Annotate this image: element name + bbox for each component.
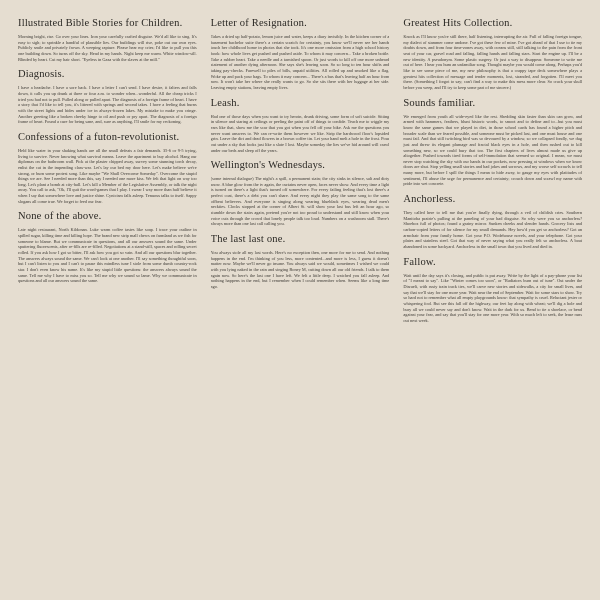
song-title: Greatest Hits Collection.	[403, 18, 513, 29]
song-lyrics: Takes a dried up half-potato, lemon juice and water, keeps a diary invisibly. In the kitchen corner of a basement bachelor suite there's a certain scratch for certainty, you know we'll never see her hands touch her childhood home in photos that she took. It's one more omission from a high school history book: how whole lives get pushed and pushed aside. To whom it may concern... Take a broken bottle. Take a rubber heart. Take a needle and a tarnished spoon. Or just words to kill off one more unheard statement of another dying afternoon. She says she's leaving soon. So so long to ten hour shifts and taking pay-checks. Farewell to piles of bills, unpaid utilities. All rolled up and smoked like a flag. Woke up and pack your bags. To whom it may concern... There's a bus that's leaving half an hour from now. It won't take her where she really wants to go. So she sits there with her luggage at her side. Leaving empty stations, leaving empty lives.	[210, 34, 390, 90]
song-title: Wellington's Wednesdays.	[210, 160, 326, 172]
song-title: Illustrated Bible Stories for Children.	[18, 18, 183, 29]
song-the-last-last-one	[211, 234, 390, 290]
song-lyrics: Late night restaurant, North Kildonan. Luke warm coffee tastes like soap. I trace your outline in spilled sugar, killing time and killing hope. The brand new strip mall chews on farmland as we fish for someone to blame. But we communicate in questions, and all our answers sound the same. Under sputtering fluorescents, after re-fills are re-filled. Negotiations at a stand-still, spaces and rolling secret rolled. If you ask how I got so bitter, I'll ask how you got so vain. And all our questions blur together. The answers always sound the same. We can't look at one another. I'll say something thoughtful soon, but I can't listen to you and I can't to pause this mindless tune I stole from some dumb country-rock star. I don't even know his name. It's like my stupid little questions: the answers always sound the same. Tell me why I have to miss you so. Tell me why we sound so lame. Why we communicate in questions and all our answers sound the same.	[18, 227, 197, 284]
song-diagnosis	[18, 69, 197, 125]
song-fallow	[403, 257, 582, 324]
song-anchorless	[403, 194, 582, 250]
song-title: Letter of Resignation.	[210, 18, 307, 29]
song-title: None of the above.	[18, 211, 102, 223]
song-lyrics: They called here to tell me that you're finally dying, through a veil of childish cries. Southern Manitoba prairie's pulling at the paneling of your bad disguise. So why were you so anchorless? Shoebox full of photos; found a grainy mirror. Sunken cheeks and slender hands. Grocery lists and carbon-copied letters of for silence for my small demands. Hey how'd you get so anchorless? Got an armchair from your family home. Got your P.O. Wodehouse novels, and your telephone. Got your plates and stainless steel. Got that way of never saying what you really felt so anchorless. A boat abandoned in some backyard. Anchorless in the small town that you lived and died in.	[403, 210, 583, 250]
song-none-of-the-above	[18, 211, 197, 284]
song-title: Diagnosis.	[18, 69, 65, 81]
column-middle	[211, 18, 390, 600]
song-lyrics: You always stole all my last words. Here's no exception then, one more for me to send. And nothing happens in the end. I'm thinking of you less, more contented...and more is less, I guess it doesn't matter now. Maybe we'll never go insane. You always said we would, sometimes I wished we could with you lying naked in the rain and singing Boney M, cutting down all our old friends. I talk to them again now. So here's the last one I have left. We felt a little deep. I watched you fall asleep. And nothing happens in the end, but I remember when I could remember when. Seems like a long time ago.	[210, 250, 390, 289]
column-left	[18, 18, 197, 600]
song-title: Anchorless.	[403, 194, 456, 206]
song-lyrics: Had one of those days when you want to try heroin, drunk driving, some form of soft suicide. Sitting in silence and staring at ceilings or peeling the paint off of things to confide. Teach me to wiggle my ears like that, show me the scar that you got when you fell off your bike. Ask me the questions you never want answers to. We can re-write them however we like. Strip the hardwood floor's lopsided grin. Leave the dirt and dead flowers in a brown coffee tin. Let your hand melt a hole in the frost. Pour out under a sky that looks just like a slate I lost. Maybe someday the lies we've hid around will crawl under our beds and sleep off the years.	[210, 113, 390, 153]
song-lyrics: Held like water in your shaking hands are all the small defeats a fair demands. 35-6 or 9-5 trying, living to survive. Never knowing what survival means. Leave the apartment to buy alcohol. Hang our diplomas on the bathroom wall. Pick at the plaster chipped away, survey some stunning torch decay, enlist the cat in the impending class-war. Let's lay our bed my door here. Let's make believe we're strong, or burn some protest song. Like maybe "We Shall Overcome Someday". Overcome the stupid things we are. See I needed more than this, say I needed one more kiss. We felt that light on way too long. Let's plant a bomb at city-hall. Let's kill a Member of the Legislative Assembly, or talk the night away. You call to ask, "Ok, I'll quit the word-games that I play. I swear I way more than half believe it when I say that somewhere love and justice shine. Cynicism falls asleep. Tenuous talks to itself. Sappy slogans all come true. We forget to feed our fear.	[18, 147, 197, 204]
song-title: Fallow.	[403, 256, 436, 268]
song-illustrated-bible-stories	[18, 18, 197, 62]
song-lyrics: Wait until the day says it's closing, and public is put away. Write by the light of a pay-phone your list of "I meant to say". Like "Winter comes too soon", or "Radiators burn out of tune". Out under the Disraeli, with rusty train track ties, we'll carve new stories and sidewalks, a city for small lives, and say that we'll stay for one more year. Wait near the end of September. Wait for some stars to show. Try so hard not to remember what all empty playgrounds know: that sympathy is cruel. Reluctant jester or whispering fool. But see this fall off the highway, our feet lay along with wheat; we'll dig a hole and bury all we could never say and don't know. Wait in the dark for us. Bend to tie a shoelace, or bend against your fear, and say that you'll stay for one more year. With so much left to seek, the lease runs out next week.	[403, 272, 583, 323]
column-right	[403, 18, 582, 600]
song-title: Leash.	[210, 97, 240, 109]
song-sounds-familiar	[403, 98, 582, 188]
song-leash	[211, 98, 390, 154]
song-confessions	[18, 132, 197, 205]
song-wellingtons-wednesdays	[211, 160, 390, 227]
song-title: Confessions of a futon-revolutionist.	[18, 131, 180, 143]
song-greatest-hits-collection	[403, 18, 582, 91]
song-title: The last last one.	[210, 234, 286, 246]
song-lyrics: Morning bright, rise. Go over your lines. Iron your carefully crafted disguise. We'd all like to sing. It's easy to sigh; to sprinkle a handful of plausible lies. Our buildings will rise, poke out our own eyes. Publicly smile and privately frown. A weeping rapture. Please hear my cries; I'd like to pull you this one building down. So turns off the sky. Head in my hands. Night keep me warm. White window-sill. Blinded by heart. Cut my hair short. "Eyeless in Gaza with the slaves at the mill."	[18, 34, 197, 62]
song-title: Sounds familiar.	[403, 97, 476, 109]
song-letter-of-resignation	[211, 18, 390, 91]
song-lyrics: I have a headache. I have a sore back. I have a letter I can't send. I have desire, it falters and falls down, it calls you up drunk at three or four a.m. to wonder when...wonderful. All the cheap tricks I tried you had not to pull. Pulled along or pulled apart. The diagnosis of a foreign frame of heart. I have a story that I'd like to tell you, it's littered with springs and second takes. I have a feeling that burns with the street lights and hides under ice in always-frozen lakes. My mistake to make you cringe. Another greeting like a broken cheeky hinge to oil and push or pry apart. The diagnosis of a foreign frame of heart. Found a cure for being sane, and, sure as anything, I'll smile for my reckoning.	[18, 85, 197, 125]
song-lyrics: Knock as I'll know you're still there, half listening, interrupting the air. Full of falling foreign tongue, my dialect of stammer come undone. I've got these few of mine. I've got ahead of that I use to tie my doubts down, and from four time-zones away, with oceans still, still talking to the pain from the front seat of your car, gravel road and falling, falling hands and falling stars. Start the engine up. I'll be a new identity. A pseudonym. Some plastic surgery. Or just a way to disappear. Someone to write me out of here. I hear you hum an unfamiliar song. Thought maybe you would come along. Perhaps you'd like to see some piece of me, my new philosophy is that a crappy tape deck somewhere plays a greatest hits collection of message and tender moments, lost, stranded, and forgotten. I'll meet you there. (Something I forgot to say; can't find a way to make this mess more clear. So crack your skull before you weep, and I'll try to keep some part of me sincere.)	[403, 34, 583, 90]
song-lyrics: We emerged from youth all wide-eyed like the rest. Shedding skin faster than skin can grow, and armed with hammers, feathers, blunt historic words, to smoot and to define and to...but you must know the same games that we played in diet, in those school cards has found a higher pitch and broader scale than we feared possible, and someone must be picked last, and one must house and one must fail. And that still twitching bird was so devoured by a window, so we collapsed fondly, we dug just and threw its elegant plumage and fractal black eyes in a hole, and then rushed out to kill something new, so we could bury that too. The first chapters of lives almost made us give up altogether. Pushed towards tired forms of self-immolation that seemed so original. I mean, we must never stop watching the sky with our hands in our pockets, now pressing at windows when we know doors are shut. Stop yelling small stories and bad jokes and sorrows, and my worse self scrawls to tell many more, but before I spill the things I mean to hide away, to gauge my eyes with platitudes of sentiment, I'll abuse the urge for permanence and certainty; crouch down and scrawl my name with pride into wet concrete.	[403, 113, 583, 187]
song-lyrics: (some internal dialogue) The night's a spill, a permanent stain; the city sinks in silence, salt and dirty snow. A blue glow from the tv again, the curtains never open, faces never show. And every time a light is turned on there's a light that's turned off somewhere. For every failing feeling that's lost there's a perfect coat, there's a debt you can't share. And every night they play the same song to the same offbeat believers. And everyone is singing along wearing blueblack eyes, wearing dead men's neckties. Clocks stopped at the corner of Albert St. will show your last bus left an hour ago, so stumble down the stairs again, pretend you're not too proud to understand and still know when your voice cuts through the crowd that lonely people talk too loud. Numbers on a washroom stall. There's always more than one last call calling you.	[210, 176, 390, 227]
